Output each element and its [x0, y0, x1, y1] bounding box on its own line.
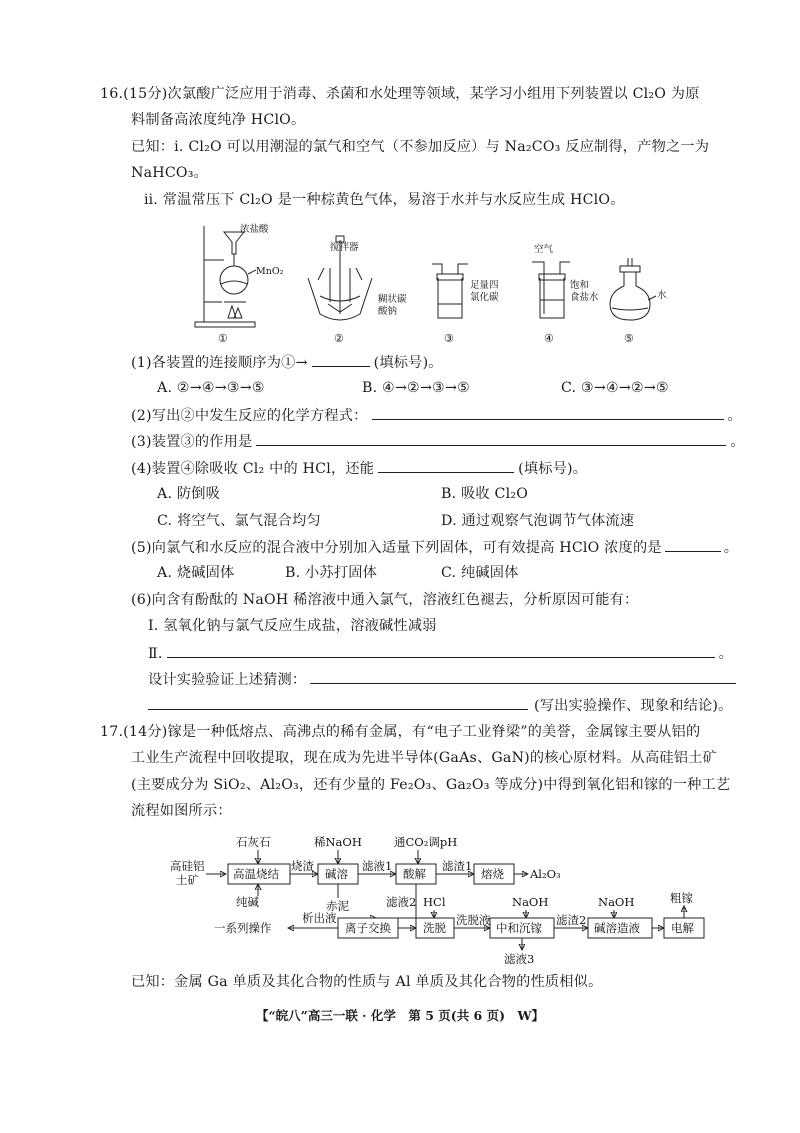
flow-raw-b: 土矿: [176, 873, 199, 887]
label-mno2: MnO₂: [256, 266, 284, 277]
q16-part4: [131, 458, 587, 479]
flow-red-mud: 赤泥: [326, 899, 349, 913]
q17-line2: 工业生产流程中回收提取，现在成为先进半导体(GaAs、GaN)的核心原材料。从高硅铝土矿: [131, 750, 717, 766]
part5-option-c: C. 纯碱固体: [441, 565, 519, 581]
part4-option-d: D. 通过观察气泡调节气体流速: [441, 513, 635, 529]
label-na2co3-a: 糊状碳: [378, 294, 407, 305]
part1-text: (1)各装置的连接顺序为①→: [131, 355, 308, 371]
part6-design-blank[interactable]: [310, 669, 736, 684]
part6-ii-blank[interactable]: [167, 643, 715, 658]
q16-known1-line2: NaHCO₃。: [131, 165, 209, 181]
part2-text: (2)写出②中发生反应的化学方程式：: [131, 408, 368, 424]
part1-option-b: B. ④→②→③→⑤: [362, 380, 470, 396]
part6-note: (写出实验操作、现象和结论)。: [534, 698, 733, 714]
part6-design: [148, 669, 736, 690]
flow-box-neutral-label: 中和沉镓: [496, 921, 542, 935]
part1-option-c: C. ③→④→②→⑤: [561, 380, 669, 396]
q16-stem-line1: 16.(15分)次氯酸广泛应用于消毒、杀菌和水处理等领域，某学习小组用下列装置以 Cl₂O 为原: [100, 86, 700, 102]
flow-hcl: HCl: [423, 895, 446, 909]
flow-box-ionex-label: 离子交换: [345, 921, 391, 935]
flow-co2: 通CO₂调pH: [394, 835, 458, 849]
flow-product-al2o3: Al₂O₃: [530, 867, 561, 881]
part3-period: 。: [730, 434, 745, 450]
label-n3: ③: [444, 332, 454, 345]
part5-option-b: B. 小苏打固体: [285, 565, 377, 581]
flow-box-alkali-label: 碱溶: [325, 867, 348, 881]
part6-hypothesis-2: [148, 643, 733, 664]
part4-answer-blank[interactable]: [378, 458, 514, 473]
part5-text: (5)向氯气和水反应的混合液中分别加入适量下列固体，可有效提高 HClO 浓度的是: [131, 540, 662, 556]
flow-naoh2: NaOH: [598, 895, 635, 909]
flow-label-eluate: 洗脱液: [456, 913, 491, 927]
label-n4: ④: [544, 332, 554, 345]
flow-label-sinter: 烧渣: [291, 859, 314, 873]
part4-option-a: A. 防倒吸: [157, 486, 221, 502]
part6-note-line: [148, 695, 733, 716]
part3-text: (3)装置③的作用是: [131, 434, 253, 450]
flow-box-ops: 一系列操作: [214, 921, 272, 935]
flow-elute-out: 析出液: [302, 911, 337, 925]
label-ccl4-a: 足量四: [470, 280, 499, 291]
flow-box-electro-label: 电解: [671, 921, 694, 935]
label-water: 水: [657, 290, 667, 301]
part1-option-a: A. ②→④→③→⑤: [157, 380, 265, 396]
part1-answer-blank[interactable]: [312, 352, 370, 367]
q16-part5: [131, 537, 738, 558]
label-n1: ①: [218, 332, 228, 345]
process-flowchart: [160, 826, 730, 966]
q16-part2: [131, 405, 742, 426]
label-ccl4-b: 氯化碳: [470, 292, 499, 303]
part4-option-b: B. 吸收 Cl₂O: [441, 486, 529, 502]
q16-known2: ⅱ. 常温常压下 Cl₂O 是一种棕黄色气体，易溶于水并与水反应生成 HClO。: [144, 192, 625, 208]
flow-label-filtrate1: 滤液1: [362, 859, 393, 873]
part4-suffix: (填标号)。: [518, 461, 588, 477]
flow-limestone: 石灰石: [236, 835, 271, 849]
q16-part3: [131, 431, 745, 452]
q16-stem-line2: 料制备高浓度纯净 HClO。: [131, 112, 306, 128]
part4-option-c: C. 将空气、氯气混合均匀: [157, 513, 321, 529]
flow-dilute-naoh: 稀NaOH: [314, 835, 362, 849]
label-stirrer: 搅拌器: [330, 242, 359, 253]
label-brine-b: 食盐水: [570, 292, 599, 303]
part6-hypothesis-1: Ⅰ. 氢氧化钠与氯气反应生成盐，溶液碱性减弱: [148, 618, 437, 634]
page-footer: 【“皖八”高三一联 · 化学 第 5 页(共 6 页) W】: [255, 1008, 545, 1023]
q16-known1-line1: 已知：ⅰ. Cl₂O 可以用潮湿的氯气和空气（不参加反应）与 Na₂CO₃ 反应制得，产物之一为: [131, 139, 710, 155]
label-na2co3-b: 酸钠: [378, 306, 398, 317]
part4-text: (4)装置④除吸收 Cl₂ 中的 HCl，还能: [131, 461, 375, 477]
q17-note: 已知：金属 Ga 单质及其化合物的性质与 Al 单质及其化合物的性质相似。: [131, 974, 603, 990]
part2-answer-blank[interactable]: [372, 405, 724, 420]
flow-raw-a: 高硅铝: [170, 859, 205, 873]
part6-ii-label: Ⅱ.: [148, 646, 163, 662]
apparatus-4: [532, 262, 570, 318]
q16-part1: [131, 352, 443, 373]
part6-ii-period: 。: [718, 646, 733, 662]
flow-label-residue2: 滤渣2: [556, 913, 587, 927]
apparatus-figure: [190, 218, 670, 346]
q16-part6: (6)向含有酚酞的 NaOH 稀溶液中通入氯气，溶液红色褪去，分析原因可能有：: [131, 592, 639, 608]
q17-line4: 流程如图所示：: [131, 803, 232, 819]
part1-suffix: (填标号)。: [373, 355, 443, 371]
part5-period: 。: [723, 540, 739, 556]
flow-box-roast-label: 高温烧结: [233, 867, 279, 881]
q17-line1: 17.(14分)镓是一种低熔点、高沸点的稀有金属，有“电子工业脊梁”的美誉，金属镓主要从铝的: [100, 724, 701, 740]
flow-naoh1: NaOH: [512, 895, 549, 909]
flow-box-dissolve-label: 碱溶造液: [594, 921, 640, 935]
part5-answer-blank[interactable]: [665, 537, 721, 552]
q17-line3: (主要成分为 SiO₂、Al₂O₃，还有少量的 Fe₂O₃、Ga₂O₃ 等成分)中得到氧化铝和镓的一种工艺: [131, 777, 731, 793]
part5-option-a: A. 烧碱固体: [157, 565, 235, 581]
flow-filtrate3: 滤液3: [504, 952, 535, 966]
part6-design-text: 设计实验验证上述猜测：: [148, 672, 307, 688]
part6-design-blank-2[interactable]: [148, 695, 528, 710]
label-brine-a: 饱和: [570, 280, 590, 291]
apparatus-1: [195, 226, 256, 327]
label-n2: ②: [334, 332, 344, 345]
label-conc-hcl: 浓盐酸: [240, 224, 269, 235]
flow-box-wash-label: 洗脱: [423, 921, 446, 935]
flow-soda: 纯碱: [236, 895, 259, 909]
part3-answer-blank[interactable]: [256, 431, 726, 446]
flow-crude-ga: 粗镓: [670, 891, 693, 905]
flow-box-calcine-label: 熔烧: [481, 867, 504, 881]
flow-box-acid-label: 酸解: [403, 867, 426, 881]
label-n5: ⑤: [624, 332, 634, 345]
apparatus-5: [610, 258, 656, 320]
part2-period: 。: [727, 408, 742, 424]
apparatus-3: [432, 264, 468, 318]
flow-label-residue1: 滤渣1: [442, 859, 473, 873]
flow-filtrate2-up: 滤液2: [386, 895, 417, 909]
label-air: 空气: [534, 244, 554, 255]
